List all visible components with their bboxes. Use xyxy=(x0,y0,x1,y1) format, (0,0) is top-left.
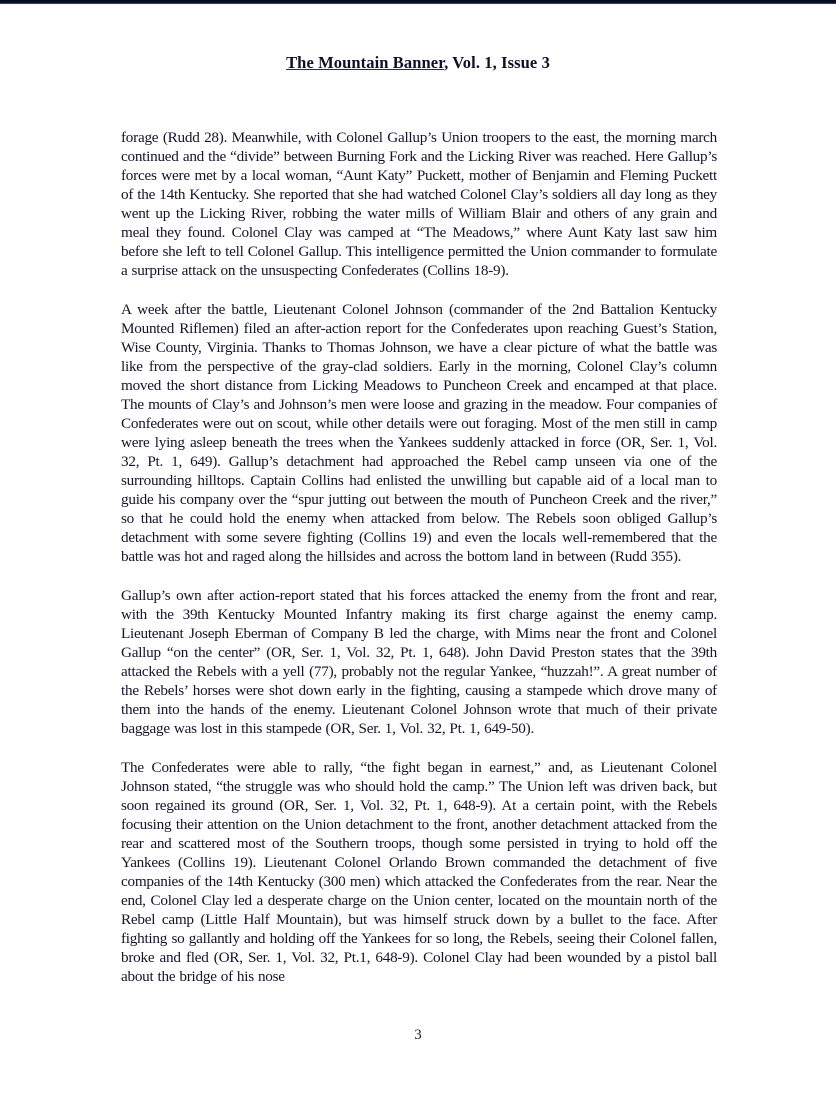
paragraph-1: forage (Rudd 28). Meanwhile, with Colonel Gallup’s Union troopers to the east, the morning march continued and the “divide” between Burning Fork and the Licking River was reached. Here Gallup’s forces were met by a local woman, “Aunt Katy” Puckett, mother of Benjamin and Fleming Puckett of the 14th Kentucky. She reported that she had watched Colonel Clay’s soldiers all day long as they went up the Licking River, robbing the water mills of William Blair and others of any grain and meal they found. Colonel Clay was camped at “The Meadows,” where Aunt Katy last saw him before she left to tell Colonel Gallup. This intelligence permitted the Union commander to formulate a surprise attack on the unsuspecting Confederates (Collins 18-9). xyxy=(121,129,717,279)
paragraph-3: Gallup’s own after action-report stated that his forces attacked the enemy from the front and rear, with the 39th Kentucky Mounted Infantry making its first charge against the enemy camp. Lieutenant Joseph Eberman of Company B led the charge, with Mims near the front and Colonel Gallup “on the center” (OR, Ser. 1, Vol. 32, Pt. 1, 648). John David Preston states that the 39th attacked the Rebels with a yell (77), probably not the regular Yankee, “huzzah!”. A great number of the Rebels’ horses were shot down early in the fighting, causing a stampede which drove many of them into the hands of the enemy. Lieutenant Colonel Johnson wrote that much of their private baggage was lost in this stampede (OR, Ser. 1, Vol. 32, Pt. 1, 649-50). xyxy=(121,587,717,737)
article-body xyxy=(121,128,717,1006)
paragraph-2: A week after the battle, Lieutenant Colonel Johnson (commander of the 2nd Battalion Kentucky Mounted Riflemen) filed an after-action report for the Confederates upon reaching Guest’s Station, Wise County, Virginia. Thanks to Thomas Johnson, we have a clear picture of what the battle was like from the perspective of the gray-clad soldiers. Early in the morning, Colonel Clay’s column moved the short distance from Licking Meadows to Puncheon Creek and encamped at that place. The mounts of Clay’s and Johnson’s men were loose and grazing in the meadow. Four companies of Confederates were out on scout, while other details were out foraging. Most of the men still in camp were lying asleep beneath the trees when the Yankees suddenly attacked in force (OR, Ser. 1, Vol. 32, Pt. 1, 649). Gallup’s detachment had approached the Rebel camp unseen via one of the surrounding hilltops. Captain Collins had enlisted the unwilling but capable aid of a local man to guide his company over the “spur jutting out between the mouth of Puncheon Creek and the river,” so that he could hold the enemy when attacked from below. The Rebels soon obliged Gallup’s detachment with some severe fighting (Collins 19) and even the locals well-remembered that the battle was hot and raged along the hillsides and across the bottom land in between (Rudd 355). xyxy=(121,301,717,565)
page-number: 3 xyxy=(414,1027,422,1043)
paragraph-4: The Confederates were able to rally, “the fight began in earnest,” and, as Lieutenant Colonel Johnson stated, “the struggle was who should hold the camp.” The Union left was driven back, but soon regained its ground (OR, Ser. 1, Vol. 32, Pt. 1, 648-9). At a certain point, with the Rebels focusing their attention on the Union detachment to the front, another detachment attacked from the rear and scattered most of the Southern troops, though some persisted in trying to hold off the Yankees (Collins 19). Lieutenant Colonel Orlando Brown commanded the detachment of five companies of the 14th Kentucky (300 men) which attacked the Confederates from the rear. Near the end, Colonel Clay led a desperate charge on the Union center, located on the mountain north of the Rebel camp (Little Half Mountain), but was himself struck down by a bullet to the face. After fighting so gallantly and holding off the Yankees for so long, the Rebels, seeing their Colonel fallen, broke and fled (OR, Ser. 1, Vol. 32, Pt.1, 648-9). Colonel Clay had been wounded by a pistol ball about the bridge of his nose xyxy=(121,759,717,985)
issue-info: , Vol. 1, Issue 3 xyxy=(444,53,550,72)
page-header xyxy=(0,53,836,73)
publication-title: The Mountain Banner xyxy=(286,53,445,72)
scan-top-edge xyxy=(0,0,836,4)
